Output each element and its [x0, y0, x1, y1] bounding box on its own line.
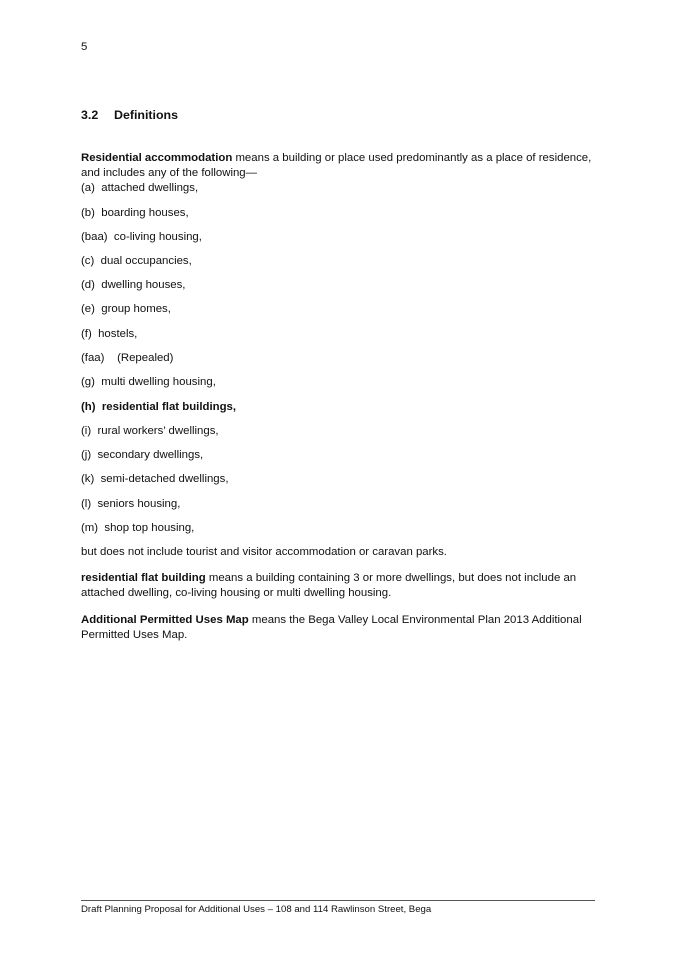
list-item-g: (g) multi dwelling housing, — [81, 376, 216, 388]
list-item-h: (h) residential flat buildings, — [81, 401, 237, 413]
footer-divider — [81, 900, 595, 901]
footer-text: Draft Planning Proposal for Additional Uses – 108 and 114 Rawlinson Street, Bega — [81, 904, 432, 915]
definition-residential-flat-building — [81, 571, 596, 601]
list-item-e: (e) group homes, — [81, 303, 171, 315]
list-item-baa: (baa) co-living housing, — [81, 231, 202, 243]
list-item-d: (d) dwelling houses, — [81, 279, 186, 291]
definition-text: means a building or place used predominantly as a place of residence, and includes any of the following— — [81, 152, 592, 179]
section-title: Definitions — [114, 108, 179, 122]
definition-additional-permitted-uses-map — [81, 613, 596, 643]
list-item-m: (m) shop top housing, — [81, 522, 195, 534]
page-number: 5 — [81, 41, 88, 53]
definition-term: Additional Permitted Uses Map — [81, 614, 249, 626]
definition-text: means the Bega Valley Local Environmental Plan 2013 Additional Permitted Uses Map. — [81, 614, 582, 641]
section-heading — [81, 108, 178, 123]
exclusion-text: but does not include tourist and visitor accommodation or caravan parks. — [81, 546, 447, 558]
list-item-k: (k) semi-detached dwellings, — [81, 473, 229, 485]
list-item-a: (a) attached dwellings, — [81, 182, 199, 194]
list-item-c: (c) dual occupancies, — [81, 255, 192, 267]
definition-text: means a building containing 3 or more dwellings, but does not include an attached dwelling, co-living housing or multi dwelling housing. — [81, 572, 577, 599]
list-item-f: (f) hostels, — [81, 328, 138, 340]
list-item-j: (j) secondary dwellings, — [81, 449, 204, 461]
list-item-i: (i) rural workers’ dwellings, — [81, 425, 219, 437]
definition-residential-accommodation — [81, 151, 596, 181]
section-number: 3.2 — [81, 108, 99, 122]
list-item-b: (b) boarding houses, — [81, 207, 189, 219]
list-item-l: (l) seniors housing, — [81, 498, 181, 510]
definition-term: residential flat building — [81, 572, 206, 584]
definition-term: Residential accommodation — [81, 152, 233, 164]
list-item-faa: (faa) (Repealed) — [81, 352, 174, 364]
